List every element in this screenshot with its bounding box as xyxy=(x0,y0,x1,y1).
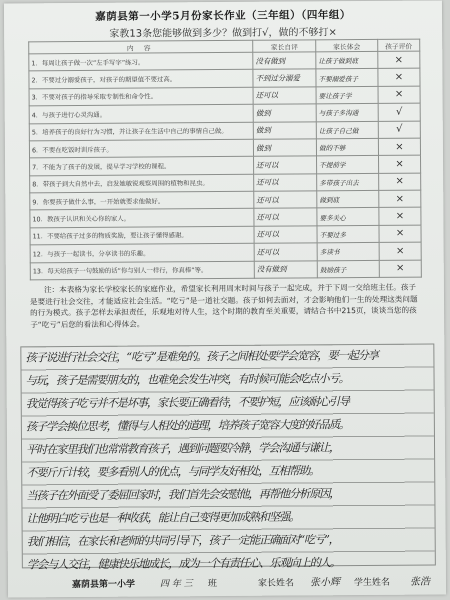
parent-self-evaluation: 还可以 xyxy=(254,208,317,226)
parent-self-evaluation: 做到 xyxy=(253,104,316,122)
survey-table-body xyxy=(29,51,422,280)
survey-item-text: 7．不能为了孩子的发展，提早学习学校的课程。 xyxy=(30,157,254,176)
child-evaluation-mark: × xyxy=(378,155,420,173)
parent-reflection: 要让孩子学 xyxy=(316,86,378,104)
child-evaluation-mark: × xyxy=(379,173,421,191)
student-signature: 张浩 xyxy=(409,576,431,588)
survey-item-text: 8．带孩子到大自然中去，启发她敏锐观察周围的植物和昆虫。 xyxy=(30,174,254,193)
survey-item-text: 9．你要孩子做什么事，一开始就要求他做好。 xyxy=(30,191,254,210)
child-evaluation-mark: × xyxy=(379,260,421,278)
page-title: 嘉荫县第一小学5月份家长作业（三年组）（四年组） xyxy=(95,9,351,23)
parent-reflection: 多带孩子出去 xyxy=(317,173,379,191)
column-header-child-evaluation: 孩子评价 xyxy=(378,39,420,51)
column-header-self-evaluation: 家长自评 xyxy=(253,40,316,52)
parent-reflection: 鼓励孩子 xyxy=(317,260,379,278)
parent-reflection: 做到底 xyxy=(317,190,379,208)
survey-item-text: 12．与孩子一起读书，分享读书的乐趣。 xyxy=(30,243,254,262)
parent-signature: 张小辉 xyxy=(309,577,341,589)
essay-line: 孩子说进行社会交往，“吃亏”是难免的。孩子之间相处要学会宽容，要一起分享 xyxy=(25,348,378,365)
parent-self-evaluation: 没有做到 xyxy=(253,52,316,70)
parent-reflection: 让孩子做到底 xyxy=(316,51,378,69)
parent-reflection: 不要溺爱孩子 xyxy=(316,69,378,87)
student-name-label: 学生姓名 xyxy=(353,577,391,589)
child-evaluation-mark: × xyxy=(378,86,420,104)
parent-reflection: 多读书 xyxy=(317,243,379,261)
parent-reflection: 做的不够 xyxy=(316,138,378,156)
parent-self-evaluation: 做到 xyxy=(253,121,316,139)
child-evaluation-mark: × xyxy=(379,225,421,243)
child-evaluation-mark: × xyxy=(378,51,420,69)
essay-line: 我们相信，在家长和老师的共同引导下，孩子一定能正确面对“吃亏”， xyxy=(26,533,339,549)
signature-footer xyxy=(8,571,446,592)
parent-reflection: 与孩子多沟通 xyxy=(316,104,378,122)
survey-item-text: 4．与孩子进行心灵沟通。 xyxy=(29,104,253,123)
parent-name-label: 家长姓名 xyxy=(257,578,295,589)
parent-self-evaluation: 还可以 xyxy=(253,87,316,105)
child-evaluation-mark: × xyxy=(378,69,420,87)
child-evaluation-mark: × xyxy=(379,242,421,260)
survey-item-text: 2．不要过分溺爱孩子，对孩子的期望值不要过高。 xyxy=(29,70,253,89)
survey-item-text: 6．不要在吃饭时训斥孩子。 xyxy=(29,139,253,158)
parent-reflection: 不要过多 xyxy=(317,225,379,243)
parent-reflection: 让孩子自己做 xyxy=(316,121,378,139)
survey-item-text: 1．每周让孩子做一次“左手写字”练习。 xyxy=(29,52,253,71)
child-evaluation-mark: √ xyxy=(378,121,420,139)
parent-self-evaluation: 还可以 xyxy=(254,191,317,209)
parent-self-evaluation: 不到过分溺爱 xyxy=(253,69,316,87)
essay-line: 让他明白吃亏也是一种收获，能让自己变得更加成熟和坚强。 xyxy=(26,510,300,526)
table-row xyxy=(30,260,421,280)
class-handwritten: 四 年 三 xyxy=(159,579,193,590)
parent-self-evaluation: 还可以 xyxy=(254,173,317,191)
school-name: 嘉荫县第一小学 xyxy=(71,579,136,591)
child-evaluation-mark: × xyxy=(379,190,421,208)
survey-item-text: 3．不要对孩子的指导采取专制性和命令性。 xyxy=(29,87,253,106)
survey-item-text: 5．培养孩子的良好行为习惯，并让孩子在生活中自己的事情自己做。 xyxy=(29,122,253,141)
parent-reflection: 要多关心 xyxy=(317,208,379,226)
handwritten-essay xyxy=(20,344,436,572)
essay-line: 学会与人交往，健康快乐地成长，成为一个有责任心、乐观向上的人。 xyxy=(26,556,340,572)
essay-line: 当孩子在外面受了委屈回家时，我们首先会安慰他，再帮他分析原因， xyxy=(26,487,340,503)
parent-reflection: 不提前学 xyxy=(317,156,379,174)
parent-self-evaluation: 还可以 xyxy=(254,156,317,174)
assignment-instructions: 注：本表格为家长学校家长的家庭作业，希望家长利用周末时间与孩子一起完成，并于下周一交给班主任。孩子是要进行社会交往，才能适应社会生活。“吃亏”是一道社交题。孩子如何去面对，才会影响他们一生的处理这类问题的行为模式。孩子怎样去承担责任，乐观地对待人生，这个时期的教育至关重要，请结合书中215页，谈谈当您的孩子“吃亏”后您的看法和心得体会。 xyxy=(29,282,418,329)
column-header-content: 内 容 xyxy=(29,40,253,54)
class-suffix: 班 xyxy=(207,579,218,590)
essay-line: 孩子学会换位思考，懂得与人相处的道理，培养孩子宽容大度的好品质。 xyxy=(25,418,350,434)
survey-item-text: 11．不要给孩子过多的物质奖励，要让孩子懂得感谢。 xyxy=(30,226,254,245)
essay-line: 我觉得孩子吃亏并不是坏事，家长要正确看待，不要护短，应该耐心引导 xyxy=(25,395,349,411)
survey-item-text: 10．教孩子认识和关心你的家人。 xyxy=(30,209,254,228)
parent-self-evaluation: 没有做到 xyxy=(254,260,317,278)
column-header-parent-reflection: 家长体会 xyxy=(316,39,378,51)
child-evaluation-mark: × xyxy=(379,208,421,226)
essay-line: 不要斤斤计较，要多看别人的优点，与同学友好相处，互相帮助。 xyxy=(26,464,320,480)
parent-self-evaluation: 做到 xyxy=(253,139,316,157)
parent-self-evaluation: 还可以 xyxy=(254,226,317,244)
child-evaluation-mark: √ xyxy=(378,103,420,121)
child-evaluation-mark: × xyxy=(378,138,420,156)
page-subtitle: 家教13条您能够做到多少？做到打√，做的不够打× xyxy=(109,27,337,40)
survey-item-text: 13．每天给孩子一句鼓励的话“你与别人一样行，你真棒”等。 xyxy=(30,261,254,280)
homework-sheet xyxy=(4,0,446,597)
essay-line: 与玩，孩子是需要朋友的，也难免会发生冲突，有时候可能会吃点小亏。 xyxy=(25,372,349,388)
parent-self-evaluation: 还可以 xyxy=(254,243,317,261)
survey-table xyxy=(28,39,422,281)
essay-line: 平时在家里我们也常常教育孩子，遇到问题要冷静，学会沟通与谦让， xyxy=(26,441,340,457)
